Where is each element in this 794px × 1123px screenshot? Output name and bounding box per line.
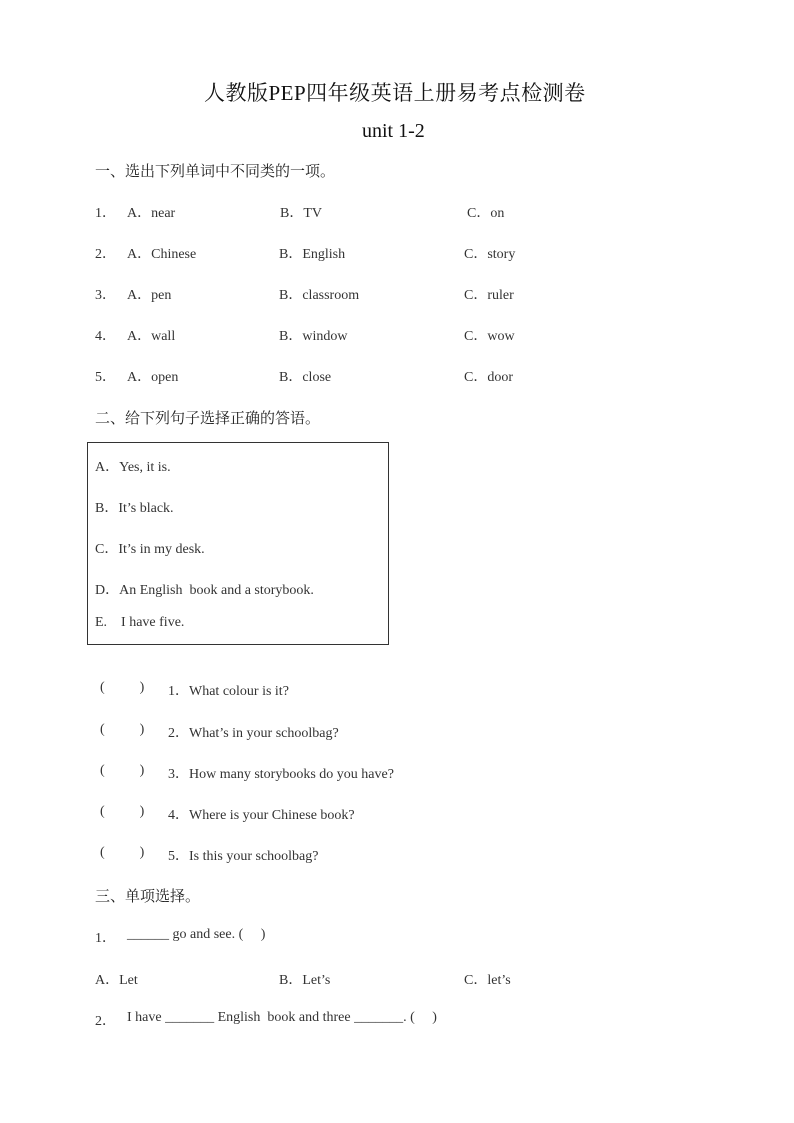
answer-blank[interactable]: ( ) xyxy=(100,722,145,737)
question-text: 4．Where is your Chinese book? xyxy=(168,808,355,823)
question-text: ______ go and see. ( ) xyxy=(127,927,266,942)
s1-option-c: C．story xyxy=(464,247,516,262)
answer-blank[interactable]: ( ) xyxy=(100,804,145,819)
question-text: 3．How many storybooks do you have? xyxy=(168,767,394,782)
answer-option-d: D．An English book and a storybook. xyxy=(95,583,314,598)
s1-option-b: B．close xyxy=(279,370,332,385)
question-number: 1． xyxy=(95,931,116,946)
s1-item-number: 4． xyxy=(95,329,116,344)
answer-option-a: A．Yes, it is. xyxy=(95,460,171,475)
question-text: 5．Is this your schoolbag? xyxy=(168,849,319,864)
s1-item-number: 5． xyxy=(95,370,116,385)
question-text: I have _______ English book and three _______. ( ) xyxy=(127,1010,437,1025)
page-title: 人教版PEP四年级英语上册易考点检测卷 xyxy=(204,81,586,105)
s1-option-a: A．near xyxy=(127,206,176,221)
s1-option-c: C．on xyxy=(467,206,505,221)
answer-option-e: E. I have five. xyxy=(95,615,185,630)
s1-option-b: B．window xyxy=(279,329,348,344)
s1-option-b: B．English xyxy=(279,247,346,262)
s1-option-b: B．TV xyxy=(280,206,322,221)
s1-option-a: A．Chinese xyxy=(127,247,197,262)
section-3-heading: 三、单项选择。 xyxy=(95,889,201,905)
answer-option-c: C．It’s in my desk. xyxy=(95,542,205,557)
s1-option-b: B．classroom xyxy=(279,288,360,303)
question-number: 2． xyxy=(95,1014,116,1029)
answer-option-b: B．It’s black. xyxy=(95,501,174,516)
answer-blank[interactable]: ( ) xyxy=(100,763,145,778)
question-text: 1．What colour is it? xyxy=(168,684,289,699)
s1-option-c: C．ruler xyxy=(464,288,514,303)
s1-item-number: 2． xyxy=(95,247,116,262)
s1-option-c: C．door xyxy=(464,370,513,385)
s3-option-c: C．let’s xyxy=(464,973,511,988)
s3-option-b: B．Let’s xyxy=(279,973,331,988)
section-2-heading: 二、给下列句子选择正确的答语。 xyxy=(95,411,321,427)
s1-option-a: A．open xyxy=(127,370,179,385)
s1-option-a: A．wall xyxy=(127,329,176,344)
s1-item-number: 3． xyxy=(95,288,116,303)
s3-option-a: A．Let xyxy=(95,973,138,988)
answer-blank[interactable]: ( ) xyxy=(100,845,145,860)
section-1-heading: 一、选出下列单词中不同类的一项。 xyxy=(95,164,336,180)
s1-item-number: 1． xyxy=(95,206,116,221)
page-subtitle: unit 1-2 xyxy=(362,120,425,142)
s1-option-c: C．wow xyxy=(464,329,515,344)
s1-option-a: A．pen xyxy=(127,288,172,303)
question-text: 2．What’s in your schoolbag? xyxy=(168,726,339,741)
answer-blank[interactable]: ( ) xyxy=(100,680,145,695)
